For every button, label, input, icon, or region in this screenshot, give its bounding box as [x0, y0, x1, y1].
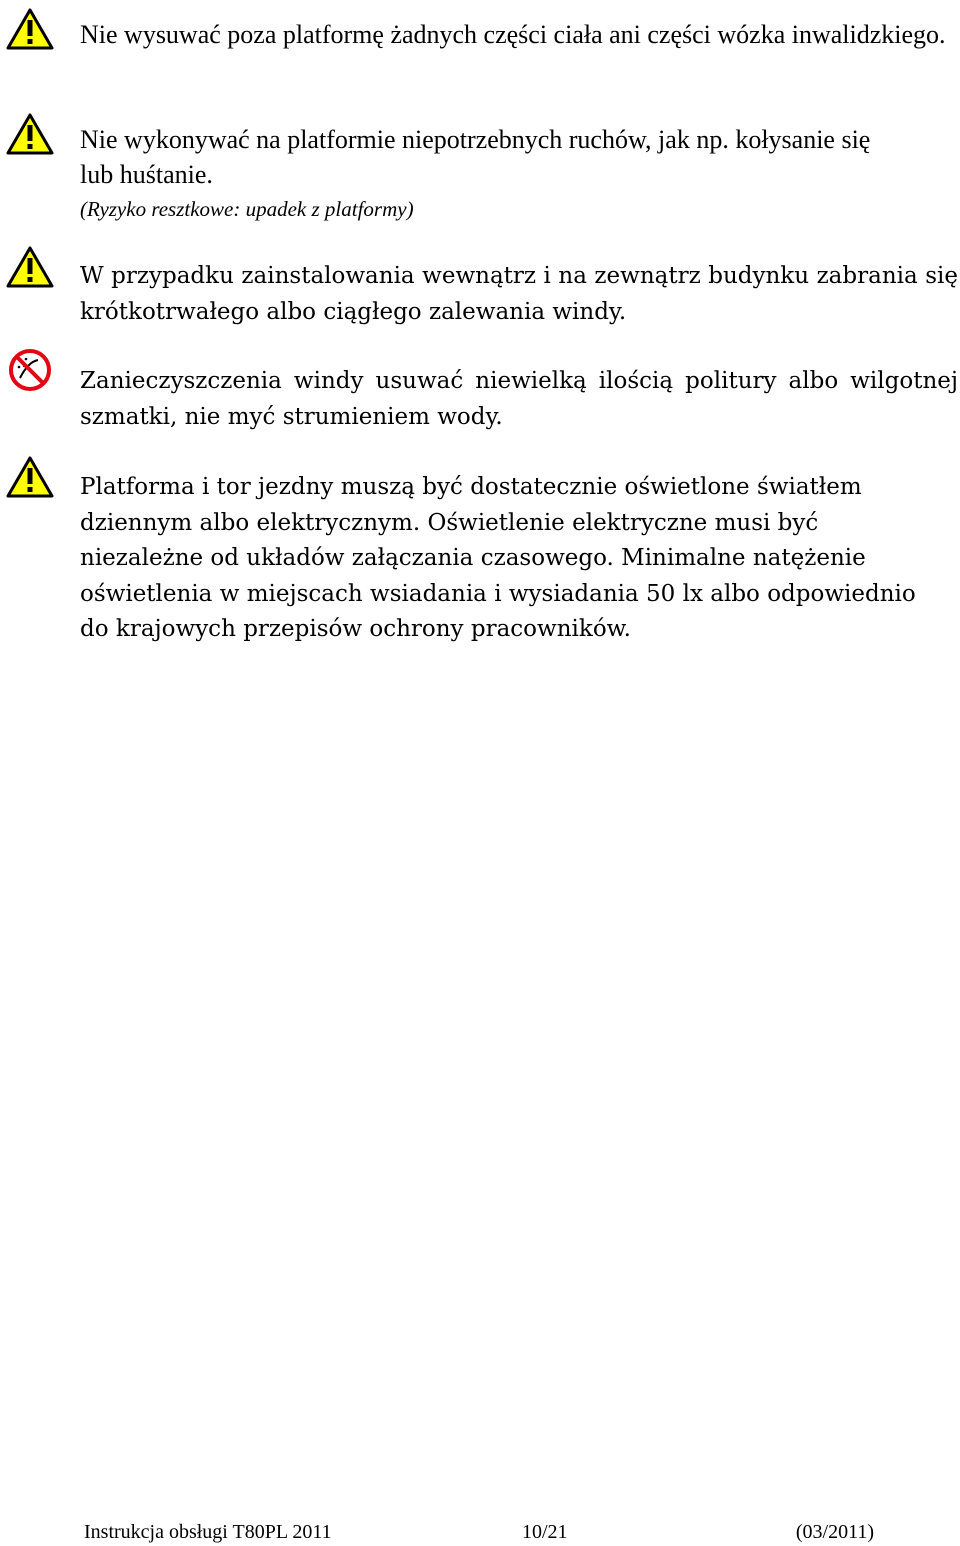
lighting-requirement-text: Platforma i tor jezdny muszą być dostatecznie oświetlone światłem dziennym albo elektrycznym. Oświetlenie elektryczne musi być niezależne od układów załączania czasowego. Minimalne natężenie oświetlenia w miejscach wsiadania i wysiadania 50 lx albo odpowiednio do krajowych przepisów ochrony pracowników.: [80, 474, 916, 642]
footer-page-number: 10/21: [522, 1521, 568, 1543]
cleaning-instruction-text: Zanieczyszczenia windy usuwać niewielką ilością politury albo wilgotnej szmatki, nie myć strumieniem wody.: [80, 368, 958, 430]
no-water-spray-icon: [8, 348, 52, 392]
residual-risk-note: (Ryzyko resztkowe: upadek z platformy): [80, 197, 414, 221]
footer-doc-title: Instrukcja obsługi T80PL 2011: [84, 1521, 332, 1543]
warning-text-2: Nie wykonywać na platformie niepotrzebnych ruchów, jak np. kołysanie się lub huśtanie.: [80, 125, 871, 189]
warning-triangle-icon: [6, 456, 54, 498]
warning-triangle-icon: [6, 113, 54, 155]
warning-text-1: Nie wysuwać poza platformę żadnych części ciała ani części wózka inwalidzkiego.: [80, 20, 946, 49]
warning-triangle-icon: [6, 8, 54, 50]
warning-triangle-icon: [6, 246, 54, 288]
footer-date: (03/2011): [795, 1521, 874, 1543]
page-footer: [84, 1520, 874, 1546]
warning-text-3: W przypadku zainstalowania wewnątrz i na zewnątrz budynku zabrania się krótkotrwałego albo ciągłego zalewania windy.: [80, 263, 958, 325]
